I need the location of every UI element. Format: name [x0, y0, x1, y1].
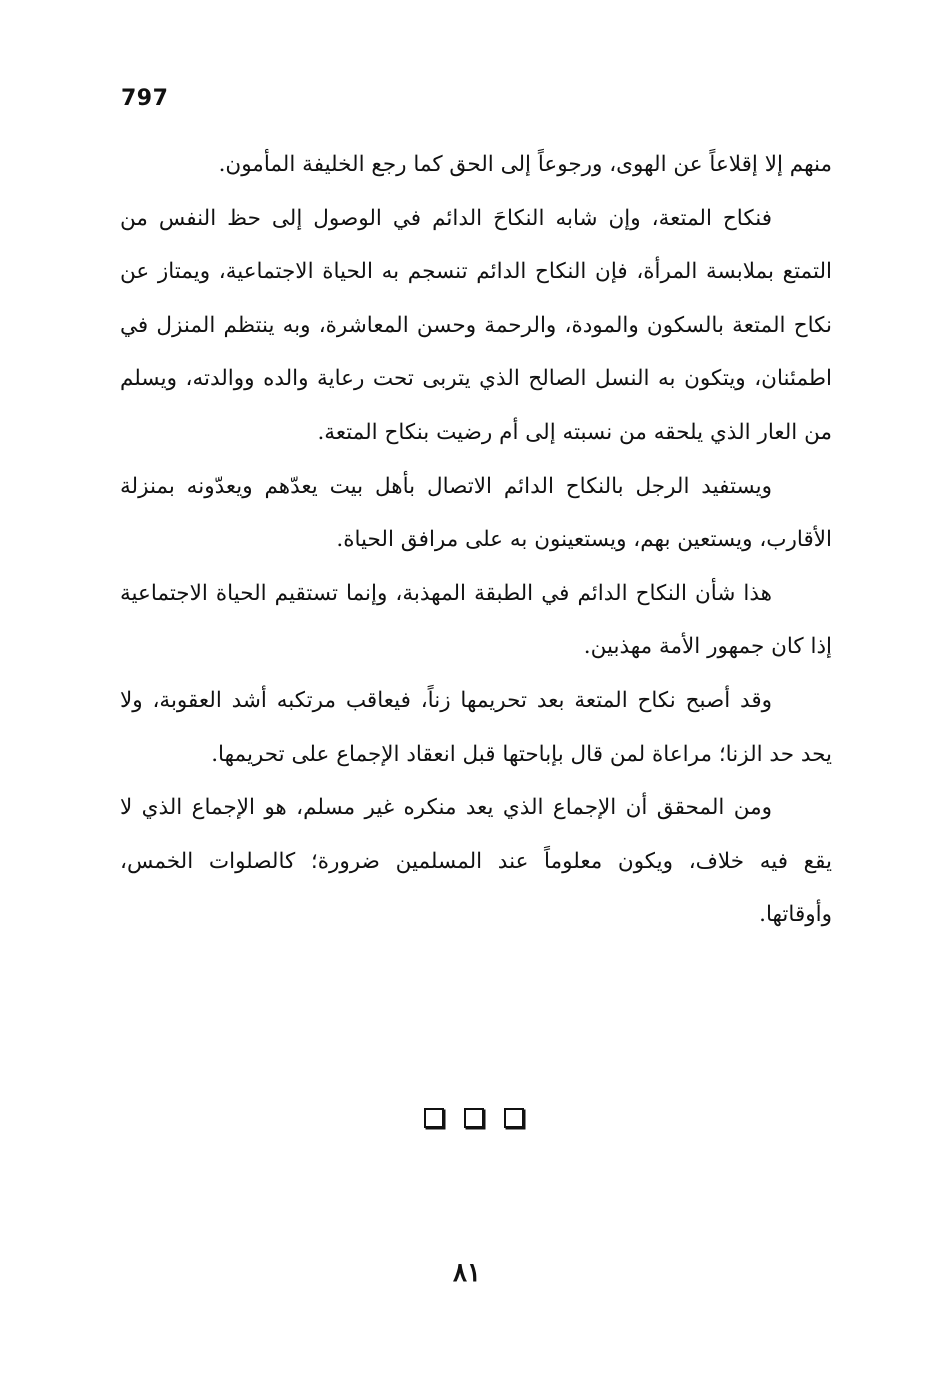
paragraph-family-ties: ويستفيد الرجل بالنكاح الدائم الاتصال بأهل بيت يعدّهم ويعدّونه بمنزلة الأقارب، ويستعين بهم، ويستعينون به على مرافق الحياة.	[120, 473, 832, 553]
separator-square-icon	[504, 1108, 524, 1128]
body-text	[120, 138, 832, 942]
paragraph-refined-class: هذا شأن النكاح الدائم في الطبقة المهذبة، وإنما تستقيم الحياة الاجتماعية إذا كان جمهور الأمة مهذبين.	[120, 580, 832, 660]
paragraph-punishment: وقد أصبح نكاح المتعة بعد تحريمها زناً، فيعاقب مرتكبه أشد العقوبة، ولا يحد حد الزنا؛ مراعاة لمن قال بإباحتها قبل انعقاد الإجماع على تحريمها.	[120, 687, 832, 767]
paragraph-consensus: ومن المحقق أن الإجماع الذي يعد منكره غير مسلم، هو الإجماع الذي لا يقع فيه خلاف، ويكون معلوماً عند المسلمين ضرورة؛ كالصلوات الخمس، وأوقاتها.	[120, 795, 832, 928]
scan-page-number: 797	[121, 86, 169, 111]
section-separator	[424, 1108, 524, 1134]
paragraph-mutah-vs-permanent: فنكاح المتعة، وإن شابه النكاحَ الدائم في الوصول إلى حظ النفس من التمتع بملابسة المرأة، فإن النكاح الدائم تنسجم به الحياة الاجتماعية، ويمتاز عن نكاح المتعة بالسكون والمودة، والرحمة وحسن المعاشرة، وبه ينتظم المنزل في اطمئنان، ويتكون به النسل الصالح الذي يتربى تحت رعاية والده ووالدته، ويسلم من العار الذي يلحقه من نسبته إلى أم رضيت بنكاح المتعة.	[120, 205, 832, 445]
paragraph-continuation: منهم إلا إقلاعاً عن الهوى، ورجوعاً إلى الحق كما رجع الخليفة المأمون.	[218, 152, 832, 177]
page-number: ٨١	[453, 1258, 481, 1288]
separator-square-icon	[424, 1108, 444, 1128]
separator-square-icon	[464, 1108, 484, 1128]
